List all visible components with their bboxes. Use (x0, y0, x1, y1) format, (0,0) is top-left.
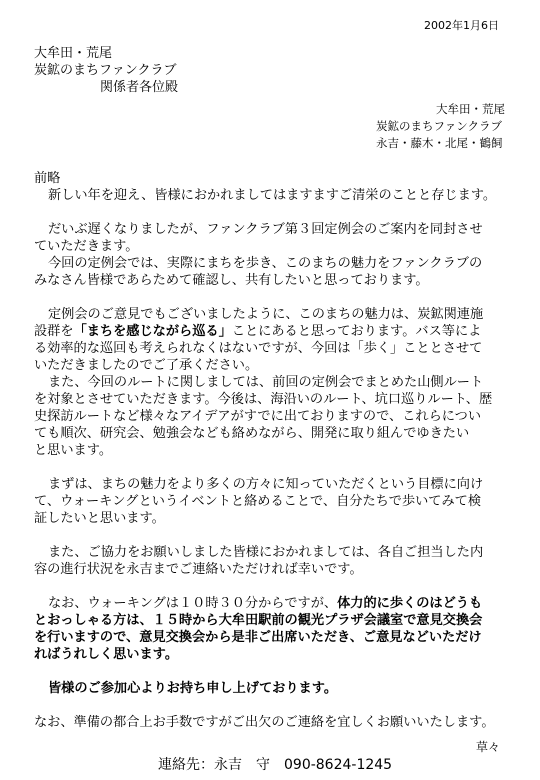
paragraph-6-line-3: を行いますので、意見交換会から是非ご出席いただき、ご意見などいただけ (34, 630, 482, 645)
paragraph-2-line-3: 今回の定例会では、実際にまちを歩き、このまちの魅力をファンクラブの (48, 256, 483, 271)
paragraph-3-line-6: を対象とさせていただきます。今後は、海沿いのルート、坑口巡りルート、歴 (34, 392, 493, 407)
paragraph-3-emphasis: 「まちを感じながら巡る」 (73, 324, 232, 339)
letter-date: 2002年1月6日 (424, 19, 499, 32)
paragraph-6-line-1-pre: なお、ウォーキングは１０時３０分からですが、 (48, 596, 338, 611)
paragraph-3-line-7: 史探訪ルートなど様々なアイデアがすでに出ておりますので、これらについ (34, 409, 482, 424)
paragraph-3-line-2-pre: 設群を (34, 324, 74, 339)
paragraph-6-line-2: とおっしゃる方は、１５時から大牟田駅前の観光プラザ会議室で意見交換会 (34, 613, 483, 628)
sender-line-3: 永吉・藤木・北尾・鶴飼 (376, 136, 503, 150)
opening-word: 前略 (34, 171, 61, 186)
paragraph-5-line-1: また、ご協力をお願いしました皆様におかれましては、各自ご担当した内 (48, 545, 484, 560)
paragraph-2-line-2: ていただきます。 (34, 239, 139, 254)
paragraph-3-line-4: いただきましたのでご了承ください。 (34, 358, 259, 373)
paragraph-3-line-8: ても順次、研究会、勉強会なども絡めながら、開発に取り組んでゆきたい (34, 426, 470, 441)
closing-word: 草々 (476, 740, 501, 754)
sender-line-1: 大牟田・荒尾 (436, 102, 505, 116)
paragraph-8-line-1: なお、準備の都合上お手数ですがご出欠のご連絡を宜しくお願いいたします。 (34, 715, 495, 730)
paragraph-7-line-1: 皆様のご参加心よりお持ち申し上げております。 (48, 681, 338, 696)
paragraph-4-line-2: て、ウォーキングというイベントと絡めることで、自分たちで歩いてみて検 (34, 494, 482, 509)
contact-line: 連絡先：永吉 守 090-8624-1245 (158, 757, 393, 773)
paragraph-3-line-9: と思います。 (34, 443, 113, 458)
paragraph-4-line-3: 証したいと思います。 (34, 511, 165, 526)
paragraph-1-line-1: 新しい年を迎え、皆様におかれましてはますますご清栄のことと存じます。 (48, 188, 497, 203)
recipient-line-1: 大牟田・荒尾 (34, 46, 113, 61)
paragraph-6-line-4: ればうれしく思います。 (34, 647, 179, 662)
paragraph-3-line-2-post: ことにあると思っております。バス等によ (231, 324, 482, 339)
paragraph-2-line-1: だいぶ遅くなりましたが、ファンクラブ第３回定例会のご案内を同封させ (48, 222, 483, 237)
paragraph-3-line-5: また、今回のルートに関しましては、前回の定例会でまとめた山側ルート (48, 375, 484, 390)
recipient-line-3: 関係者各位殿 (100, 80, 179, 95)
paragraph-4-line-1: まずは、まちの魅力をより多くの方々に知っていただくという目標に向け (48, 477, 484, 492)
paragraph-3-line-1: 定例会のご意見でもございましたように、このまちの魅力は、炭鉱関連施 (48, 307, 484, 322)
paragraph-6-line-1-bold: 体力的に歩くのはどうも (337, 596, 483, 611)
paragraph-2-line-4: みなさん皆様であらためて確認し、共有したいと思っております。 (34, 273, 429, 288)
sender-line-2: 炭鉱のまちファンクラブ (376, 119, 503, 133)
paragraph-3-line-3: る効率的な巡回も考えられなくはないですが、今回は「歩く」こととさせて (34, 341, 483, 356)
recipient-line-2: 炭鉱のまちファンクラブ (34, 63, 177, 78)
paragraph-5-line-2: 容の進行状況を永吉までご連絡いただければ幸いです。 (34, 562, 363, 577)
